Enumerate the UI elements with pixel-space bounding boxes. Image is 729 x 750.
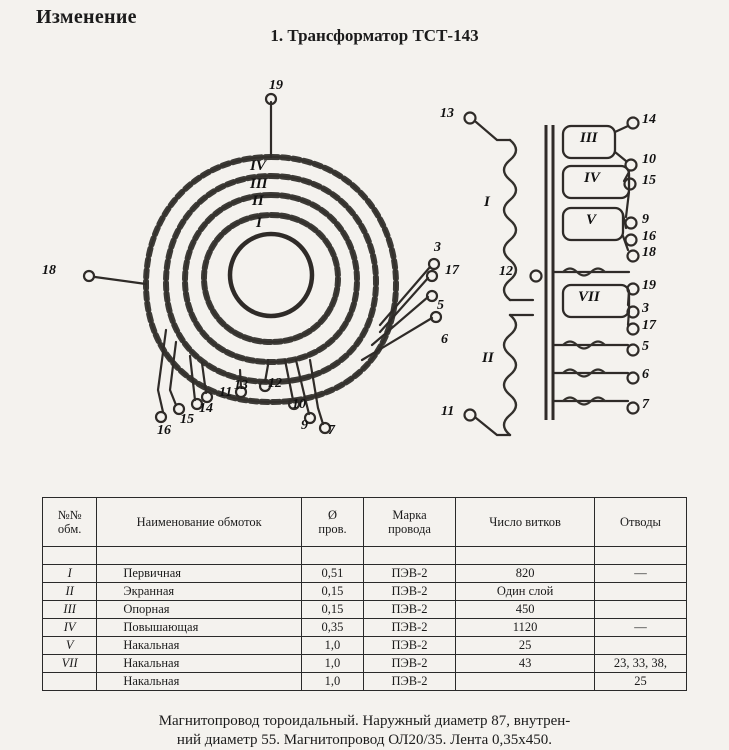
primary-label-II: II <box>482 350 494 366</box>
terminal-16: 16 <box>157 423 171 438</box>
footer-line-1: Магнитопровод тороидальный. Наружный диаметр 87, внутрен- <box>158 713 571 729</box>
primary-label-I: I <box>484 194 490 210</box>
cell-name: Первичная <box>97 565 302 583</box>
cell-diameter: 1,0 <box>302 655 364 673</box>
table-row <box>43 673 687 691</box>
cell-name: Накальная <box>97 637 302 655</box>
cell-diameter: 0,35 <box>302 619 364 637</box>
cell-diameter: 0,15 <box>302 601 364 619</box>
cell-taps: 25 <box>594 673 686 691</box>
terminal-13-right: 13 <box>440 106 454 121</box>
winding-table <box>42 497 687 691</box>
cell-name: Опорная <box>97 601 302 619</box>
cell-turns: Один слой <box>456 583 595 601</box>
cell-taps: 23, 33, 38, <box>594 655 686 673</box>
terminal-10-right: 10 <box>642 152 656 167</box>
page-title: 1. Трансформатор ТСТ-143 <box>270 26 479 45</box>
cell-taps <box>594 583 686 601</box>
terminal-3-left: 3 <box>434 240 441 255</box>
terminal-9: 9 <box>301 418 308 433</box>
cell-mark: ПЭВ-2 <box>363 655 455 673</box>
terminal-16-right: 16 <box>642 229 656 244</box>
cell-taps: — <box>594 619 686 637</box>
block-label-IV: IV <box>584 170 600 186</box>
th-winding-number-line2: обм. <box>57 522 82 536</box>
cell-taps: — <box>594 565 686 583</box>
terminal-17-left: 17 <box>445 263 459 278</box>
terminal-10: 10 <box>292 397 306 412</box>
table-row <box>43 655 687 673</box>
winding-label-III: III <box>250 176 268 192</box>
cell-name: Накальная <box>97 655 302 673</box>
cell-turns: 820 <box>456 565 595 583</box>
winding-label-II: II <box>252 193 264 209</box>
cell-name: Экранная <box>97 583 302 601</box>
terminal-14-right: 14 <box>642 112 656 127</box>
table-body <box>43 547 687 691</box>
terminal-5-right: 5 <box>642 339 649 354</box>
winding-label-IV: IV <box>250 158 266 174</box>
cell-diameter: 1,0 <box>302 637 364 655</box>
terminal-12-left: 12 <box>268 376 282 391</box>
cell-diameter: 0,15 <box>302 583 364 601</box>
terminal-17-right: 17 <box>642 318 656 333</box>
terminal-7-right: 7 <box>642 397 649 412</box>
cell-turns: 450 <box>456 601 595 619</box>
cell-diameter: 1,0 <box>302 673 364 691</box>
terminal-14: 14 <box>199 401 213 416</box>
th-mark-line1: Марка <box>392 508 427 522</box>
table-header-row <box>43 498 687 547</box>
cell-number: V <box>43 637 97 655</box>
cell-name: Накальная <box>97 673 302 691</box>
th-diameter-line1: Ø <box>327 508 337 522</box>
winding-label-I: I <box>256 215 262 231</box>
cell-number <box>43 673 97 691</box>
cell-name: Повышающая <box>97 619 302 637</box>
toroid-terminal-dots <box>84 94 441 433</box>
footer-line-2: ний диаметр 55. Магнитопровод ОЛ20/35. Лента 0,35х450. <box>176 731 553 748</box>
block-label-III: III <box>580 130 598 146</box>
cell-taps <box>594 601 686 619</box>
table-row <box>43 583 687 601</box>
table-row <box>43 637 687 655</box>
th-taps: Отводы <box>594 498 686 547</box>
cell-turns: 25 <box>456 637 595 655</box>
cell-turns: 1120 <box>456 619 595 637</box>
cell-mark: ПЭВ-2 <box>363 637 455 655</box>
cell-turns: 43 <box>456 655 595 673</box>
block-label-V: V <box>586 212 597 228</box>
th-wire-diameter <box>302 498 364 547</box>
terminal-18-right: 18 <box>642 245 656 260</box>
cell-mark: ПЭВ-2 <box>363 673 455 691</box>
footer-note <box>0 712 729 750</box>
terminal-5-left: 5 <box>437 298 444 313</box>
table-row <box>43 601 687 619</box>
table-row <box>43 619 687 637</box>
table-spacer-row <box>43 547 687 565</box>
th-winding-number <box>43 498 97 547</box>
terminal-6-left: 6 <box>441 332 448 347</box>
terminal-6-right: 6 <box>642 367 649 382</box>
terminal-18: 18 <box>42 263 56 278</box>
terminal-3-right: 3 <box>642 301 649 316</box>
th-wire-mark <box>363 498 455 547</box>
cell-number: II <box>43 583 97 601</box>
cell-diameter: 0,51 <box>302 565 364 583</box>
cell-number: I <box>43 565 97 583</box>
terminal-13-left: 13 <box>234 378 248 393</box>
th-winding-number-line1: №№ <box>57 508 82 522</box>
terminal-7-left: 7 <box>328 423 335 438</box>
secondary-leads <box>553 126 629 401</box>
winding-rings <box>146 157 396 402</box>
transformer-schematic <box>0 60 729 480</box>
cell-mark: ПЭВ-2 <box>363 565 455 583</box>
correction-heading: Изменение <box>36 6 137 28</box>
th-winding-name: Наименование обмоток <box>97 498 302 547</box>
cell-number: IV <box>43 619 97 637</box>
terminal-11-right: 11 <box>441 404 455 419</box>
cell-taps <box>594 637 686 655</box>
table-row <box>43 565 687 583</box>
secondary-terminal-dots <box>625 118 639 414</box>
core-circle <box>230 234 312 316</box>
terminal-9-right: 9 <box>642 212 649 227</box>
terminal-15-right: 15 <box>642 173 656 188</box>
terminal-11: 11 <box>219 385 233 400</box>
cell-mark: ПЭВ-2 <box>363 583 455 601</box>
cell-mark: ПЭВ-2 <box>363 601 455 619</box>
terminal-19-top: 19 <box>269 78 283 93</box>
terminal-15: 15 <box>180 412 194 427</box>
terminal-12-right: 12 <box>499 264 513 279</box>
primary-coils <box>504 140 516 435</box>
cell-turns <box>456 673 595 691</box>
th-turns: Число витков <box>456 498 595 547</box>
th-diameter-line2: пров. <box>318 522 347 536</box>
th-mark-line2: провода <box>388 522 431 536</box>
cell-mark: ПЭВ-2 <box>363 619 455 637</box>
block-label-VII: VII <box>578 289 600 305</box>
core-bars <box>546 125 553 420</box>
cell-number: III <box>43 601 97 619</box>
schematic-svg <box>0 60 729 480</box>
terminal-19-right: 19 <box>642 278 656 293</box>
cell-number: VII <box>43 655 97 673</box>
